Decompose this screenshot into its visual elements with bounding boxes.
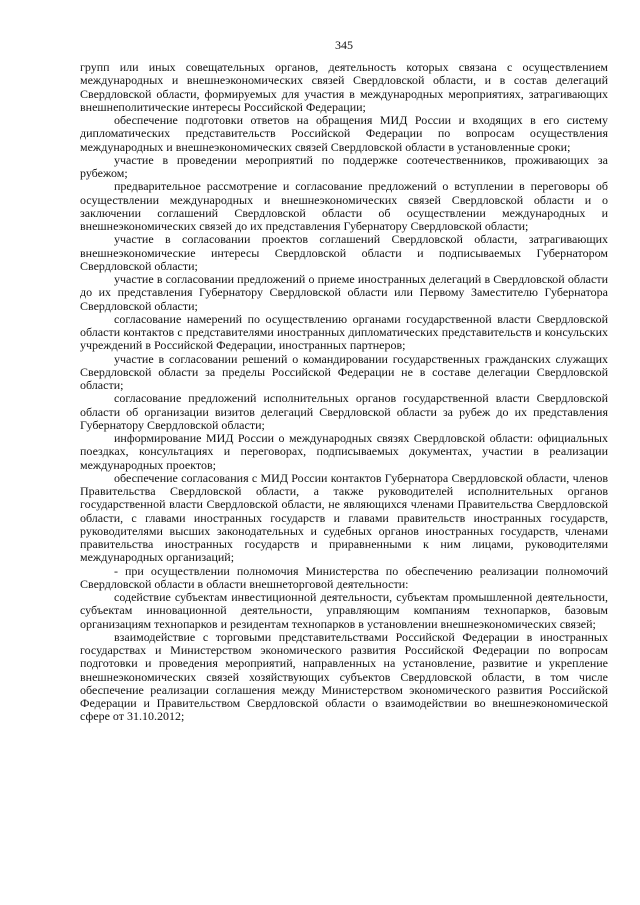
paragraph: участие в согласовании проектов соглашений Свердловской области, затрагивающих внешнеэкономические интересы Свердловской области и подписываемых Губернатором Свердловской области; bbox=[80, 232, 608, 273]
page-number: 345 bbox=[335, 38, 353, 52]
paragraph: содействие субъектам инвестиционной деятельности, субъектам промышленной деятельности, субъектам инновационной деятельности, управляющим компаниям технопарков, базовым организациям технопарков и резидентам технопарков в установлении внешнеэкономических связей; bbox=[80, 590, 608, 631]
paragraph: согласование намерений по осуществлению органами государственной власти Свердловской области контактов с представителями иностранных дипломатических представительств и консульских учреждений в Российской Федерации, иностранных партнеров; bbox=[80, 311, 608, 353]
paragraph: обеспечение подготовки ответов на обращения МИД России и входящих в его систему дипломатических представительств Российской Федерации по вопросам осуществления международных и внешнеэкономических связей Свердловской области в установленные сроки; bbox=[80, 113, 608, 154]
paragraph: информирование МИД России о международных связях Свердловской области: официальных поездках, консультациях и переговорах, подписываемых документах, участии в реализации международных проектов; bbox=[80, 431, 608, 472]
paragraph: предварительное рассмотрение и согласование предложений о вступлении в переговоры об осуществлении международных и внешнеэкономических связей Свердловской области и о заключении соглашений Свердловской области об осуществлении международных и внешнеэкономических связей до их представления Губернатору Свердловской области; bbox=[80, 179, 608, 233]
list-item-heading: - при осуществлении полномочия Министерства по обеспечению реализации полномочий Свердловской области в области внешнеторговой деятельности: bbox=[80, 563, 608, 591]
paragraph: участие в проведении мероприятий по поддержке соотечественников, проживающих за рубежом; bbox=[80, 152, 608, 180]
document-page bbox=[80, 38, 608, 724]
paragraph: групп или иных совещательных органов, деятельность которых связана с осуществлением международных и внешнеэкономических связей Свердловской области, и в состав делегаций Свердловской области, формируемых для участия в международных мероприятиях, затрагивающих внешнеполитические интересы Российской Федерации; bbox=[80, 60, 608, 114]
paragraph: обеспечение согласования с МИД России контактов Губернатора Свердловской области, членов Правительства Свердловской области, а также руководителей исполнительных органов государственной власти Свердловской области, не являющихся членами Правительства Свердловской области, с главами иностранных государств и главами правительств иностранных государств, руководителями высших законодательных и судебных органов иностранных государств, членами правительства иностранных государств и приравненными к ним лицами, руководителями международных организаций; bbox=[80, 470, 608, 565]
document-body bbox=[80, 61, 608, 724]
paragraph: согласование предложений исполнительных органов государственной власти Свердловской области об организации визитов делегаций Свердловской области за рубеж до их представления Губернатору Свердловской области; bbox=[80, 391, 608, 432]
paragraph: взаимодействие с торговыми представительствами Российской Федерации в иностранных государствах и Министерством экономического развития Российской Федерации по вопросам подготовки и проведения мероприятий, направленных на установление, развитие и укрепление внешнеэкономических связей хозяйствующих субъектов Свердловской области, в том числе обеспечение реализации соглашения между Министерством экономического развития Российской Федерации и Правительством Свердловской области о взаимодействии во внешнеэкономической сфере от 31.10.2012; bbox=[80, 629, 608, 724]
paragraph: участие в согласовании предложений о приеме иностранных делегаций в Свердловской области до их представления Губернатору Свердловской области или Первому Заместителю Губернатора Свердловской области; bbox=[80, 272, 608, 313]
paragraph: участие в согласовании решений о командировании государственных гражданских служащих Свердловской области за пределы Российской Федерации не в составе делегации Свердловской области; bbox=[80, 351, 608, 392]
